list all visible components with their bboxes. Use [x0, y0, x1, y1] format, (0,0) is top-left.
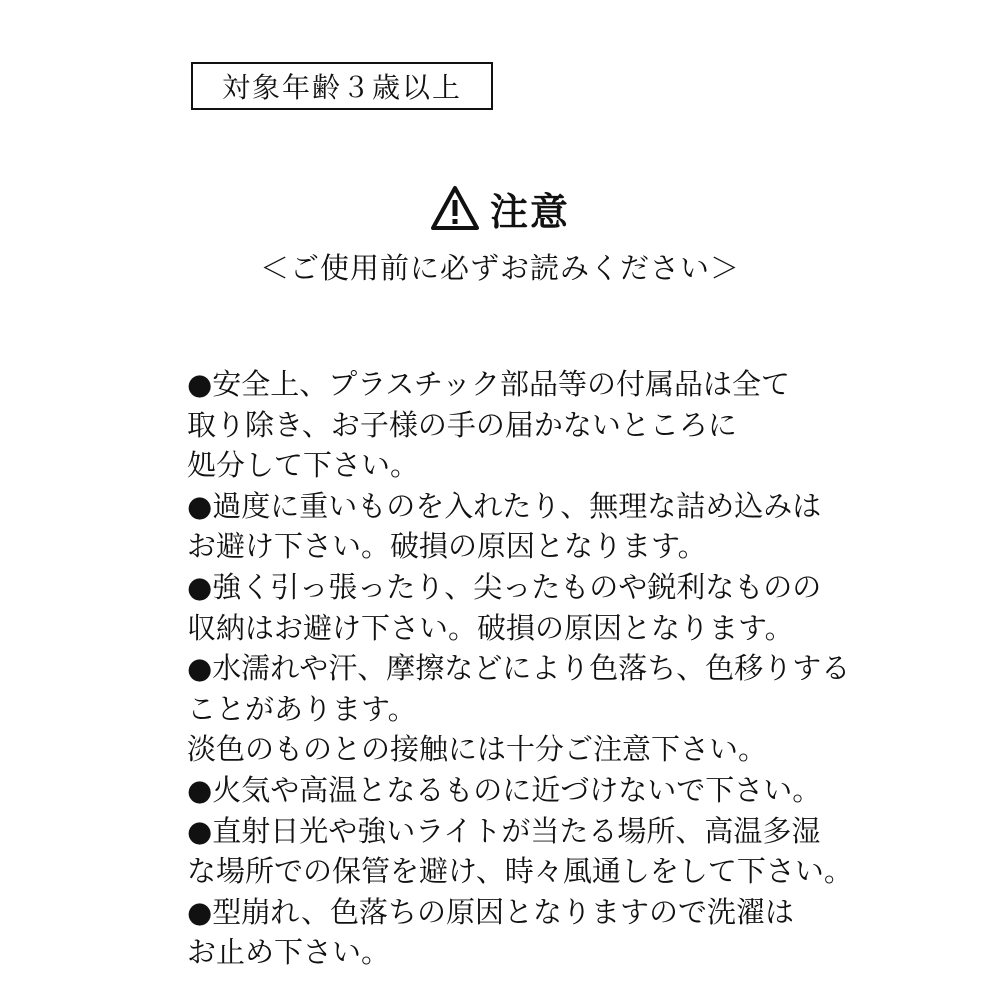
read-before-use-subtitle: ＜ご使用前に必ずお読みください＞: [259, 251, 740, 285]
note-line: ●強く引っ張ったり、尖ったものや鋭利なものの: [187, 569, 822, 604]
caution-heading: [0, 178, 1000, 238]
note-line: ●直射日光や強いライトが当たる場所、高温多湿: [187, 813, 821, 848]
note-line: ●安全上、プラスチック部品等の付属品は全て: [187, 367, 790, 401]
note-line: 取り除き、お子様の手の届かないところに: [187, 407, 737, 442]
note-line: ●型崩れ、色落ちの原因となりますので洗濯は: [187, 894, 795, 929]
note-line: ●過度に重いものを入れたり、無理な詰め込みは: [187, 488, 822, 523]
note-line: お避け下さい。破損の原因となります。: [187, 529, 707, 564]
age-label-box: [191, 62, 493, 110]
note-line: ことがあります。: [187, 691, 417, 726]
note-line: な場所での保管を避け、時々風通しをして下さい。: [187, 854, 853, 889]
note-line: 収納はお避け下さい。破損の原因となります。: [187, 610, 794, 645]
caution-notes: [187, 364, 857, 973]
note-line: 処分して下さい。: [187, 448, 420, 483]
warning-icon: [430, 184, 480, 232]
note-line: ●火気や高温となるものに近づけないで下さい。: [187, 772, 822, 807]
note-line: 淡色のものとの接触には十分ご注意下さい。: [187, 732, 768, 767]
note-line: ●水濡れや汗、摩擦などにより色落ち、色移りする: [187, 651, 851, 686]
caution-title: 注意: [489, 189, 570, 234]
note-line: お止め下さい。: [187, 935, 391, 970]
age-label: 対象年齢３歳以上: [221, 71, 462, 104]
